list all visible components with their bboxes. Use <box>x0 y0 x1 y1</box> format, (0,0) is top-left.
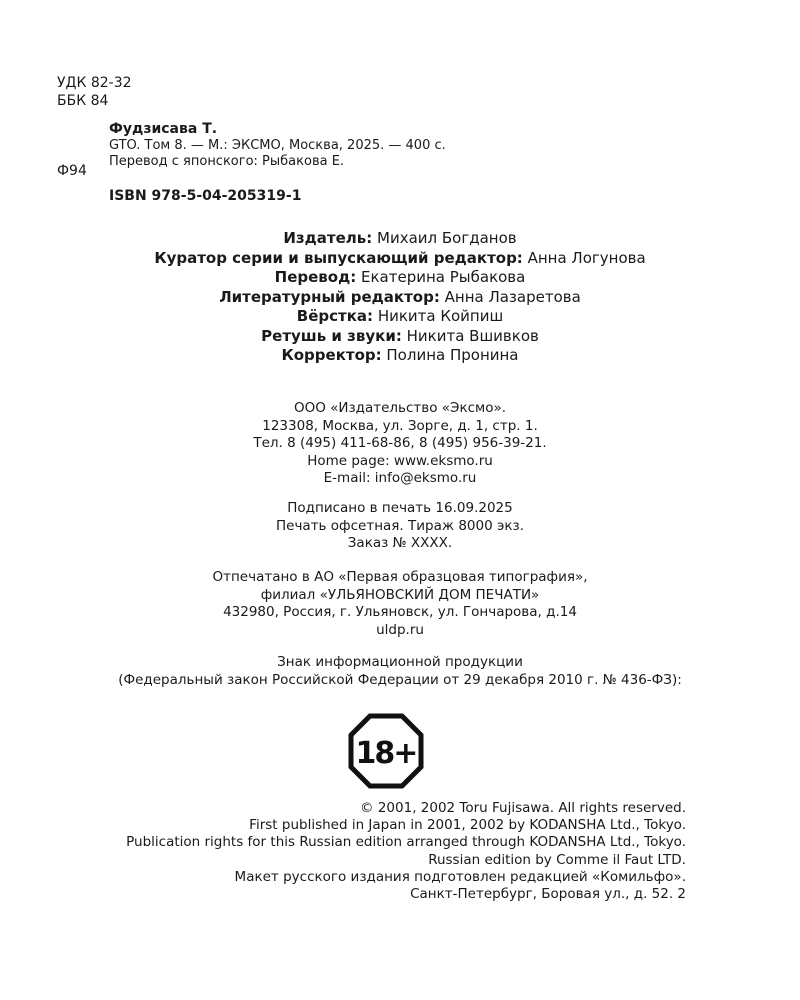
copyright-block <box>126 800 686 903</box>
credit-line <box>0 307 800 327</box>
credit-name: Анна Логунова <box>527 248 646 267</box>
credit-line <box>0 268 800 288</box>
translation-line: Перевод с японского: Рыбакова Е. <box>109 154 345 169</box>
author-name: Фудзисава Т. <box>109 121 218 137</box>
publisher-line: E-mail: info@eksmo.ru <box>323 470 477 486</box>
bbk-code: ББК 84 <box>57 93 109 109</box>
print-info-line: Заказ № XXXX. <box>347 535 453 551</box>
info-sign-line: Знак информационной продукции <box>277 654 523 670</box>
credit-name: Екатерина Рыбакова <box>361 268 526 286</box>
copyright-line: First published in Japan in 2001, 2002 by KODANSHA Ltd., Tokyo. <box>249 817 686 834</box>
credit-line <box>0 288 800 308</box>
credit-role: Литературный редактор: <box>219 287 440 306</box>
credit-role: Вёрстка: <box>296 307 374 325</box>
printer-line: uldp.ru <box>376 621 424 638</box>
credit-name: Анна Лазаретова <box>444 287 581 306</box>
age-rating-label: 18+ <box>355 736 417 771</box>
copyright-line: © 2001, 2002 Toru Fujisawa. All rights reserved. <box>360 800 686 816</box>
printer-line: Отпечатано в АО «Первая образцовая типография», <box>212 569 588 585</box>
credit-role: Корректор: <box>281 346 382 364</box>
title-line: GTO. Том 8. — М.: ЭКСМО, Москва, 2025. — 400 с. <box>109 138 446 153</box>
age-rating-icon <box>348 713 424 789</box>
udk-code: УДК 82-32 <box>57 75 132 91</box>
credit-line <box>0 249 800 269</box>
credit-role: Ретушь и звуки: <box>261 326 402 345</box>
credit-line <box>0 346 800 366</box>
printer-line: 432980, Россия, г. Ульяновск, ул. Гончарова, д.14 <box>223 604 577 620</box>
credit-role: Перевод: <box>274 268 357 286</box>
author-mark: Ф94 <box>57 163 87 179</box>
printer-block <box>0 569 800 639</box>
publisher-block <box>0 400 800 488</box>
print-info-line: Подписано в печать 16.09.2025 <box>287 500 513 516</box>
copyright-line: Russian edition by Comme il Faut LTD. <box>428 851 686 868</box>
info-sign-block <box>0 654 800 689</box>
publisher-line: 123308, Москва, ул. Зорге, д. 1, стр. 1. <box>262 417 538 434</box>
publisher-line: ООО «Издательство «Эксмо». <box>293 400 507 416</box>
publisher-line: Home page: www.eksmo.ru <box>307 452 493 469</box>
credit-name: Михаил Богданов <box>377 229 517 247</box>
print-info-line: Печать офсетная. Тираж 8000 экз. <box>275 517 524 534</box>
copyright-line: Санкт-Петербург, Боровая ул., д. 52. 2 <box>410 885 686 902</box>
credit-name: Никита Вшивков <box>406 326 539 345</box>
credit-line <box>0 229 800 249</box>
credit-name: Никита Койпиш <box>377 307 504 325</box>
copyright-line: Макет русского издания подготовлен редакцией «Комильфо». <box>234 868 686 885</box>
credit-role: Куратор серии и выпускающий редактор: <box>154 248 523 267</box>
isbn: ISBN 978-5-04-205319-1 <box>109 188 302 204</box>
publisher-line: Тел. 8 (495) 411-68-86, 8 (495) 956-39-21. <box>253 435 547 451</box>
credits-block <box>0 229 800 366</box>
print-info-block <box>0 500 800 553</box>
copyright-line: Publication rights for this Russian edition arranged through KODANSHA Ltd., Tokyo. <box>126 834 686 851</box>
credit-role: Издатель: <box>283 229 373 247</box>
info-sign-line: (Федеральный закон Российской Федерации от 29 декабря 2010 г. № 436-ФЗ): <box>118 671 682 688</box>
credit-line <box>0 327 800 347</box>
credit-name: Полина Пронина <box>386 346 519 364</box>
printer-line: филиал «УЛЬЯНОВСКИЙ ДОМ ПЕЧАТИ» <box>260 586 540 603</box>
